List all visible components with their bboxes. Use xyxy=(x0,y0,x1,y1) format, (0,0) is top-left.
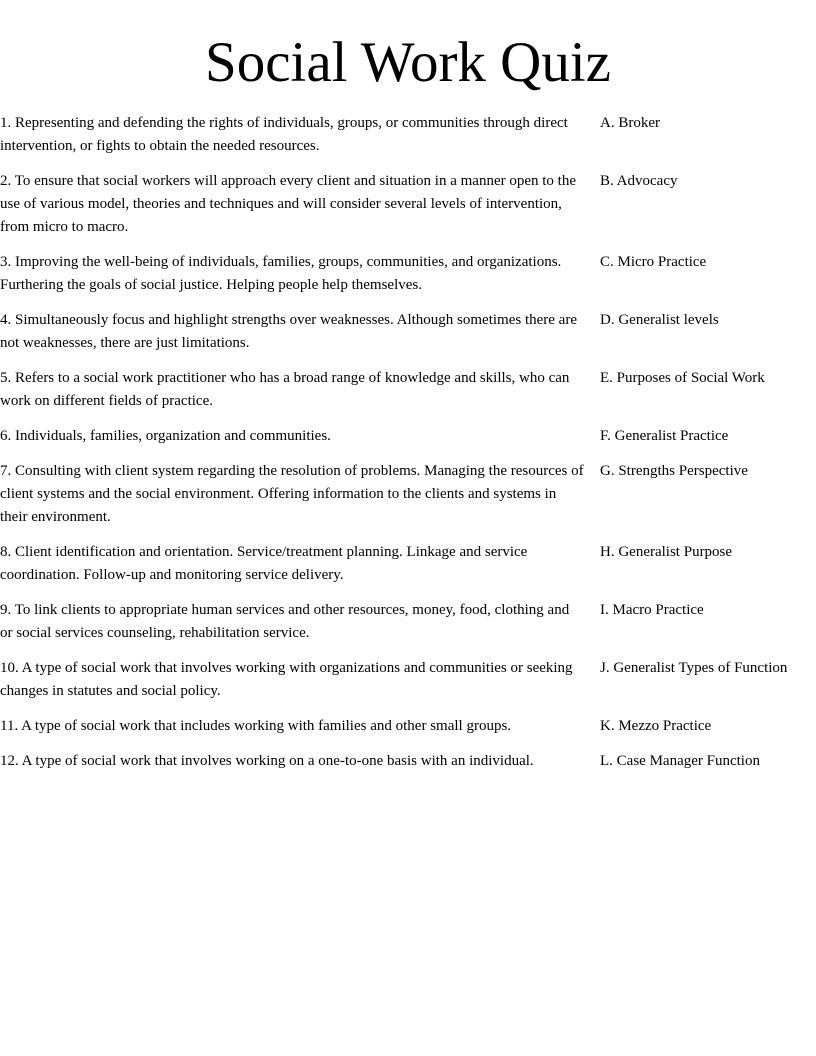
question-text: 8. Client identification and orientation. Service/treatment planning. Linkage and service coordination. Follow-up and monitoring service delivery. xyxy=(0,544,528,583)
question-text: 9. To link clients to appropriate human services and other resources, money, food, clothing and or social services counseling, rehabilitation service. xyxy=(0,602,570,641)
answer-option: K. Mezzo Practice xyxy=(600,718,712,734)
question-text: 7. Consulting with client system regarding the resolution of problems. Managing the resources of client systems and the social environment. Offering information to the clients and systems in their environment. xyxy=(0,463,584,525)
answer-option: C. Micro Practice xyxy=(600,254,707,270)
quiz-row xyxy=(0,425,816,448)
question-text: 10. A type of social work that involves working with organizations and communities or seeking changes in statutes and social policy. xyxy=(0,660,573,699)
quiz-row xyxy=(0,541,816,587)
answer-option: B. Advocacy xyxy=(600,173,678,189)
answer-option: G. Strengths Perspective xyxy=(600,463,748,479)
question-text: 1. Representing and defending the rights of individuals, groups, or communities through direct intervention, or fights to obtain the needed resources. xyxy=(0,115,568,154)
answer-option: A. Broker xyxy=(600,115,660,131)
question-text: 11. A type of social work that includes working with families and other small groups. xyxy=(0,718,512,734)
quiz-row xyxy=(0,460,816,529)
question-text: 6. Individuals, families, organization and communities. xyxy=(0,428,331,444)
question-text: 12. A type of social work that involves working on a one-to-one basis with an individual. xyxy=(0,753,534,769)
quiz-row xyxy=(0,251,816,297)
question-text: 2. To ensure that social workers will approach every client and situation in a manner open to the use of various model, theories and techniques and will consider several levels of intervention, from micro to macro. xyxy=(0,173,576,235)
question-text: 5. Refers to a social work practitioner who has a broad range of knowledge and skills, who can work on different fields of practice. xyxy=(0,370,570,409)
quiz-row xyxy=(0,170,816,239)
answer-option: J. Generalist Types of Function xyxy=(600,660,788,676)
quiz-row xyxy=(0,599,816,645)
question-text: 3. Improving the well-being of individuals, families, groups, communities, and organizations. Furthering the goals of social justice. Helping people help themselves. xyxy=(0,254,562,293)
answer-option: L. Case Manager Function xyxy=(600,753,760,769)
answer-option: I. Macro Practice xyxy=(600,602,704,618)
question-text: 4. Simultaneously focus and highlight strengths over weaknesses. Although sometimes there are not weaknesses, there are just limitations. xyxy=(0,312,577,351)
quiz-row xyxy=(0,657,816,703)
answer-option: F. Generalist Practice xyxy=(600,428,729,444)
quiz-row xyxy=(0,309,816,355)
answer-option: H. Generalist Purpose xyxy=(600,544,733,560)
quiz-row xyxy=(0,112,816,158)
quiz-row xyxy=(0,715,816,738)
quiz-list xyxy=(0,112,816,785)
answer-option: D. Generalist levels xyxy=(600,312,719,328)
page-title: Social Work Quiz xyxy=(205,31,611,94)
quiz-row xyxy=(0,750,816,773)
quiz-row xyxy=(0,367,816,413)
answer-option: E. Purposes of Social Work xyxy=(600,370,765,386)
